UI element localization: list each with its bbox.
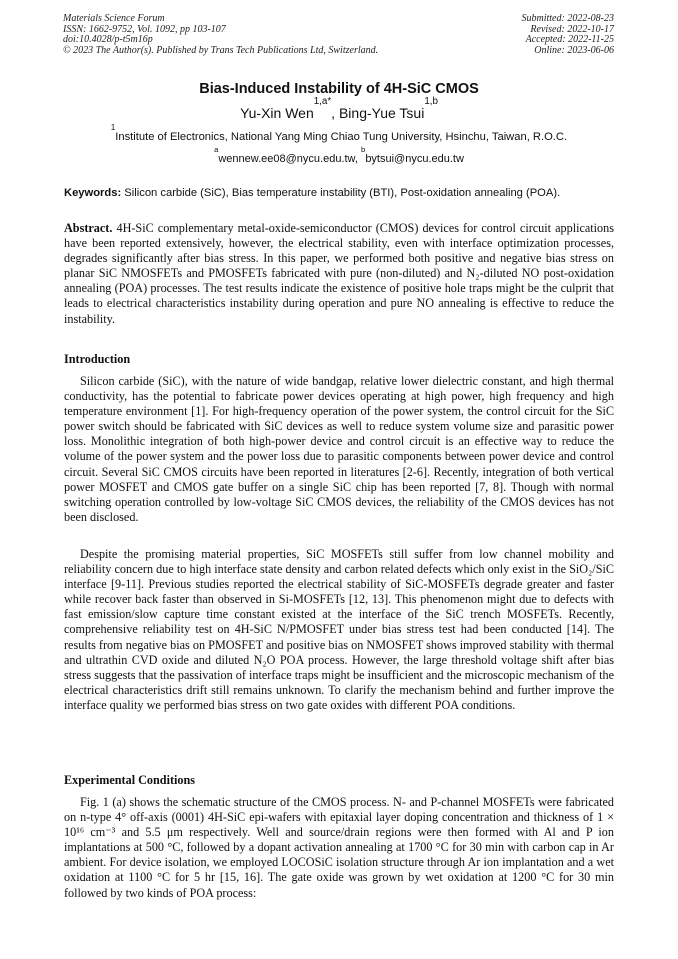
affiliation-mark: 1	[110, 123, 116, 133]
issn-line: ISSN: 1662-9752, Vol. 1092, pp 103-107	[63, 23, 226, 35]
author-list	[0, 95, 678, 121]
experimental-heading: Experimental Conditions	[64, 773, 196, 787]
author-1-affil-mark: 1,a*	[313, 95, 332, 107]
email-b-mark: b	[361, 145, 366, 155]
keywords-label: Keywords:	[64, 187, 122, 199]
email-b[interactable]: bytsui@nycu.edu.tw	[365, 153, 464, 165]
submitted-date: Submitted: 2022-08-23	[521, 13, 614, 24]
dates-info	[414, 14, 614, 57]
email-a[interactable]: wennew.ee08@nycu.edu.tw	[218, 153, 355, 165]
doi-line[interactable]: doi:10.4028/p-t5m16p	[63, 34, 153, 46]
author-2-affil-mark: 1,b	[424, 95, 438, 107]
introduction-paragraph-1: Silicon carbide (SiC), with the nature of wide bandgap, relative lower dielectric constant, and high thermal conductivity, has the potential to fabricate power devices operating at high power, high frequency and high temperature environment [1]. For high-frequency operation of the power system, the control circuit for the SiC power switch should be fabricated with SiC devices as well to reduce system volume size and parasitic power loss. Monolithic integration of both high-power device and control circuit is an effective way to reduce the volume of the power system and the power loss due to parasitic components between power device and control circuit. Several SiC CMOS circuits have been reported in literatures [2-6]. Recently, integration of both vertical power MOSFET and CMOS gate buffer on a single SiC chip has been reported [7, 8]. Though with normal switching operation controlled by low-voltage SiC CMOS devices, the reliability of the CMOS devices has not been disclosed.	[64, 374, 614, 524]
journal-name: Materials Science Forum	[63, 13, 165, 24]
email-list	[0, 145, 678, 165]
author-1: Yu-Xin Wen	[240, 105, 314, 121]
email-a-mark: a	[214, 145, 219, 155]
author-separator: ,	[331, 105, 339, 121]
paper-title: Bias-Induced Instability of 4H-SiC CMOS	[199, 81, 479, 97]
abstract	[64, 221, 614, 327]
abstract-text: 4H-SiC complementary metal-oxide-semiconductor (CMOS) devices for control circuit applications have been reported extensively, however, the electrical stability, even with interface optimization processes, degrades significantly after bias stress. In this paper, we performed both positive and negative bias stress on planar SiC NMOSFETs and PMOSFETs fabricated with pure (non-diluted) and N₂-diluted NO post-oxidation annealing (POA) processes. The test results indicate the existence of positive hole traps might be the culprit that leads to electrical characteristics instability during operation and pure NO annealing is effective to reduce the instability.	[64, 221, 614, 326]
revised-date: Revised: 2022-10-17	[530, 23, 614, 35]
accepted-date: Accepted: 2022-11-25	[525, 34, 614, 46]
online-date: Online: 2023-06-06	[534, 45, 614, 57]
journal-info	[63, 14, 463, 57]
introduction-heading: Introduction	[64, 352, 131, 366]
author-2: Bing-Yue Tsui	[338, 105, 425, 121]
experimental-paragraph-1: Fig. 1 (a) shows the schematic structure of the CMOS process. N- and P-channel MOSFETs were fabricated on n-type 4° off-axis (0001) 4H-SiC epi-wafers with epitaxial layer doping concentration and thickness of 1 × 10¹⁶ cm⁻³ and 5.5 μm respectively. Well and source/drain regions were then formed with Al and P ion implantations at 500 °C, followed by a dopant activation annealing at 1700 °C for 30 min with carbon cap in Ar ambient. For device isolation, we employed LOCOSiC isolation structure through Ar ion implantation and a wet oxidation at 1100 °C for 5 hr [15, 16]. The gate oxide was grown by wet oxidation at 1200 °C for 30 min followed by two kinds of POA process:	[64, 795, 614, 900]
email-separator: ,	[354, 153, 362, 165]
affiliation	[0, 123, 678, 143]
abstract-label: Abstract.	[64, 221, 113, 235]
introduction-paragraph-2: Despite the promising material properties, SiC MOSFETs still suffer from low channel mobility and reliability concern due to high interface state density and carbon related defects which only exist in the SiO₂/SiC interface [9-11]. Previous studies reported the electrical stability of SiC-MOSFETs degrade greater and faster while recover back faster than observed in Si-MOSFETs [12, 13]. This phenomenon might due to defects with fast emission/slow capture time constant existed at the interface of the SiC trench MOSFETs. Recently, comprehensive reliability test on 4H-SiC N/PMOSFET under bias stress test had been conducted [14]. The results from negative bias on PMOSFET and positive bias on NMOSFET shows improved stability with thermal and ultrathin CVD oxide and diluted N₂O POA process. However, the large threshold voltage shift after bias stress suggests that the passivation of interface traps might be insufficient and the microscopic mechanism of the electrical characteristics drift still remains unknown. To clarify the mechanism behind and further improve the interface quality we performed bias stress on two gate oxides with different POA conditions.	[64, 547, 614, 712]
keywords-text: Silicon carbide (SiC), Bias temperature instability (BTI), Post-oxidation annealing (POA).	[121, 187, 561, 199]
affiliation-text: Institute of Electronics, National Yang Ming Chiao Tung University, Hsinchu, Taiwan, R.O.C.	[115, 131, 568, 143]
copyright-line: © 2023 The Author(s). Published by Trans Tech Publications Ltd, Switzerland.	[63, 45, 379, 57]
keywords	[64, 187, 616, 199]
